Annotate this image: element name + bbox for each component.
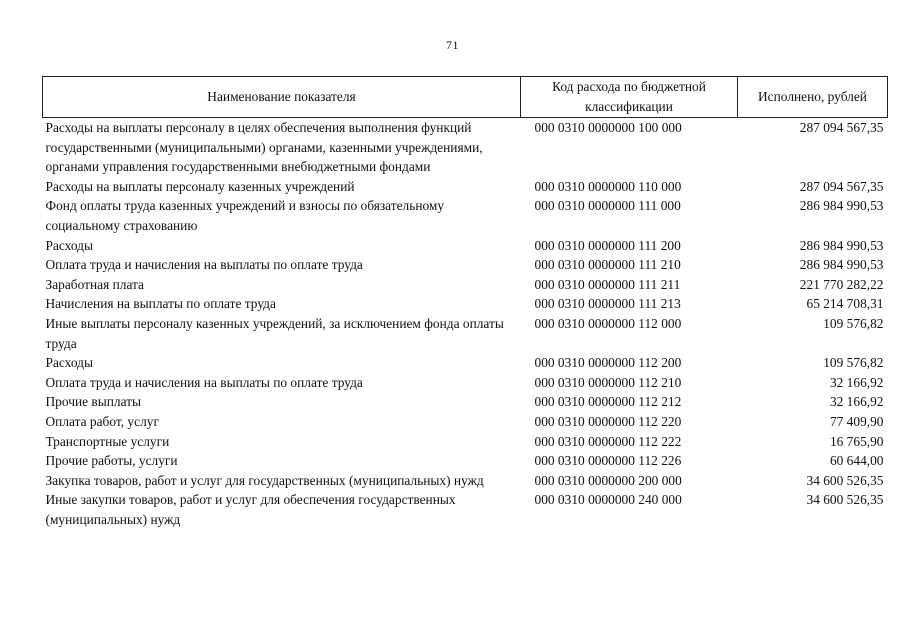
table-row — [43, 392, 888, 412]
table-row — [43, 373, 888, 393]
row-name: Оплата труда и начисления на выплаты по оплате труда — [45, 374, 363, 390]
table-row — [43, 490, 888, 529]
row-amount: 65 214 708,31 — [806, 296, 884, 312]
row-amount: 34 600 526,35 — [806, 492, 884, 508]
table-row — [43, 236, 888, 256]
row-amount: 109 576,82 — [823, 355, 884, 371]
row-code: 000 0310 0000000 111 213 — [534, 296, 681, 312]
table-row — [43, 196, 888, 235]
row-amount: 60 644,00 — [829, 453, 884, 469]
table-header — [43, 77, 888, 118]
row-name: Оплата труда и начисления на выплаты по оплате труда — [45, 257, 363, 273]
row-code: 000 0310 0000000 200 000 — [534, 472, 682, 488]
table-row — [43, 275, 888, 295]
row-name: Прочие работы, услуги — [45, 453, 178, 469]
row-code: 000 0310 0000000 112 200 — [534, 355, 682, 371]
row-name: Расходы на выплаты персоналу в целях обеспечения выполнения функций государственными (муниципальными) органами, казенными учреждениями, органами управления государственными внебюджетными фондами — [45, 120, 483, 175]
expenditure-table — [42, 76, 888, 529]
table-row — [43, 432, 888, 452]
table-row — [43, 353, 888, 373]
table-row — [43, 294, 888, 314]
row-code: 000 0310 0000000 112 210 — [534, 374, 682, 390]
row-code: 000 0310 0000000 111 000 — [534, 198, 681, 214]
row-name: Заработная плата — [45, 276, 144, 292]
row-name: Расходы — [45, 355, 93, 371]
table-body — [43, 118, 888, 530]
row-amount: 221 770 282,22 — [799, 276, 884, 292]
row-amount: 16 765,90 — [829, 433, 884, 449]
table-row — [43, 118, 888, 177]
header-row — [43, 77, 888, 118]
table-row — [43, 314, 888, 353]
row-name: Прочие выплаты — [45, 394, 142, 410]
row-name: Начисления на выплаты по оплате труда — [45, 296, 276, 312]
row-amount: 286 984 990,53 — [799, 237, 884, 253]
row-amount: 286 984 990,53 — [799, 198, 884, 214]
row-code: 000 0310 0000000 112 226 — [534, 453, 682, 469]
table-row — [43, 255, 888, 275]
header-name: Наименование показателя — [43, 77, 521, 118]
header-code: Код расхода по бюджетной классификации — [521, 77, 738, 118]
row-amount: 287 094 567,35 — [799, 178, 884, 194]
row-code: 000 0310 0000000 100 000 — [534, 120, 682, 135]
page-number: 71 — [446, 38, 459, 52]
row-name: Оплата работ, услуг — [45, 413, 159, 429]
table-row — [43, 471, 888, 491]
row-amount: 34 600 526,35 — [806, 472, 884, 488]
row-amount: 32 166,92 — [829, 374, 884, 390]
row-amount: 109 576,82 — [823, 315, 884, 331]
row-amount: 77 409,90 — [829, 413, 884, 429]
table-row — [43, 177, 888, 197]
row-name: Транспортные услуги — [45, 433, 170, 449]
row-name: Расходы на выплаты персоналу казенных учреждений — [45, 178, 355, 194]
row-code: 000 0310 0000000 240 000 — [534, 492, 682, 508]
row-name: Расходы — [45, 237, 93, 253]
row-code: 000 0310 0000000 110 000 — [534, 178, 682, 194]
row-code: 000 0310 0000000 111 211 — [534, 276, 681, 292]
row-code: 000 0310 0000000 111 200 — [534, 237, 681, 253]
row-code: 000 0310 0000000 112 220 — [534, 413, 682, 429]
row-code: 000 0310 0000000 112 000 — [534, 315, 682, 331]
row-name: Иные закупки товаров, работ и услуг для обеспечения государственных (муниципальных) нужд — [45, 492, 456, 527]
header-amount: Исполнено, рублей — [738, 77, 888, 118]
row-code: 000 0310 0000000 111 210 — [534, 257, 681, 273]
row-code: 000 0310 0000000 112 222 — [534, 433, 682, 449]
table-row — [43, 412, 888, 432]
table-row — [43, 451, 888, 471]
row-amount: 32 166,92 — [829, 394, 884, 410]
row-amount: 287 094 567,35 — [799, 120, 884, 135]
row-name: Закупка товаров, работ и услуг для государственных (муниципальных) нужд — [45, 472, 484, 488]
row-amount: 286 984 990,53 — [799, 257, 884, 273]
row-name: Иные выплаты персоналу казенных учреждений, за исключением фонда оплаты труда — [45, 315, 504, 351]
row-code: 000 0310 0000000 112 212 — [534, 394, 682, 410]
row-name: Фонд оплаты труда казенных учреждений и взносы по обязательному социальному страхованию — [45, 198, 445, 233]
